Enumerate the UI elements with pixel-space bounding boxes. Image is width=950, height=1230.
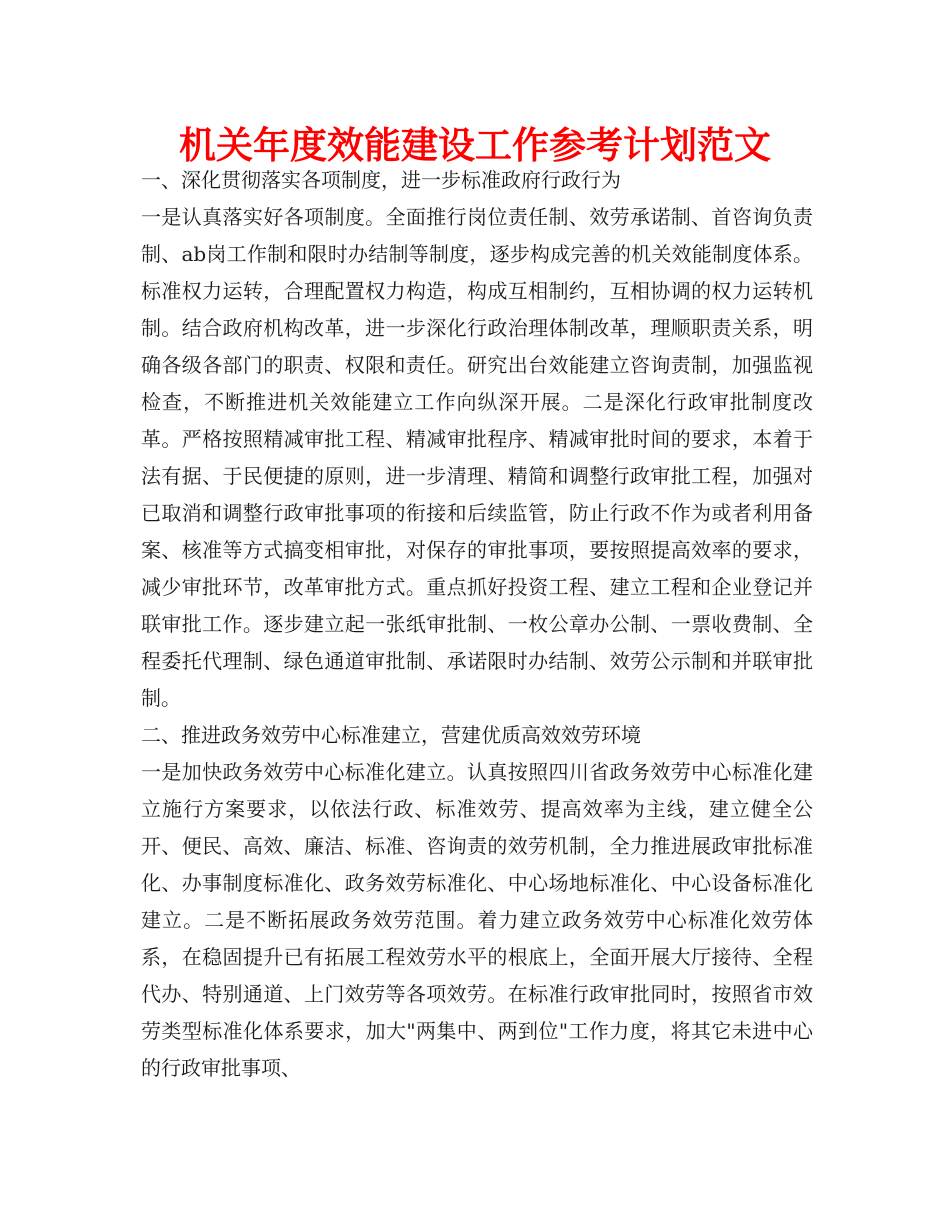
section-heading-1: 一、深化贯彻落实各项制度，进一步标准政府行政行为: [141, 168, 621, 192]
section-paragraph-1: 一是认真落实好各项制度。全面推行岗位责任制、效劳承诺制、首咨询负责制、ab岗工作制和限时办结制等制度，逐步构成完善的机关效能制度体系。标准权力运转，合理配置权力构造，构成互相制约，互相协调的权力运转机制。结合政府机构改革，进一步深化行政治理体制改革，理顺职责关系，明确各级各部门的职责、权限和责任。研究出台效能建立咨询责制，加强监视检查，不断推进机关效能建立工作向纵深开展。二是深化行政审批制度改革。严格按照精减审批工程、精减审批程序、精减审批时间的要求，本着于法有据、于民便捷的原则，进一步清理、精简和调整行政审批工程，加强对已取消和调整行政审批事项的衔接和后续监管，防止行政不作为或者利用备案、核准等方式搞变相审批，对保存的审批事项，要按照提高效率的要求，减少审批环节，改革审批方式。重点抓好投资工程、建立工程和企业登记并联审批工作。逐步建立起一张纸审批制、一枚公章办公制、一票收费制、全程委托代理制、绿色通道审批制、承诺限时办结制、效劳公示制和并联审批制。: [141, 205, 813, 710]
section-paragraph-2: 一是加快政务效劳中心标准化建立。认真按照四川省政务效劳中心标准化建立施行方案要求，以依法行政、标准效劳、提高效率为主线，建立健全公开、便民、高效、廉洁、标准、咨询责的效劳机制，全力推进展政审批标准化、办事制度标准化、政务效劳标准化、中心场地标准化、中心设备标准化建立。二是不断拓展政务效劳范围。着力建立政务效劳中心标准化效劳体系，在稳固提升已有拓展工程效劳水平的根底上，全面开展大厅接待、全程代办、特别通道、上门效劳等各项效劳。在标准行政审批同时，按照省市效劳类型标准化体系要求，加大"两集中、两到位"工作力度，将其它未进中心的行政审批事项、: [141, 760, 813, 1080]
document-body: [141, 162, 813, 1087]
document-title: 机关年度效能建设工作参考计划范文: [179, 124, 771, 167]
section-heading-2: 二、推进政务效劳中心标准建立，营建优质高效效劳环境: [141, 723, 641, 747]
